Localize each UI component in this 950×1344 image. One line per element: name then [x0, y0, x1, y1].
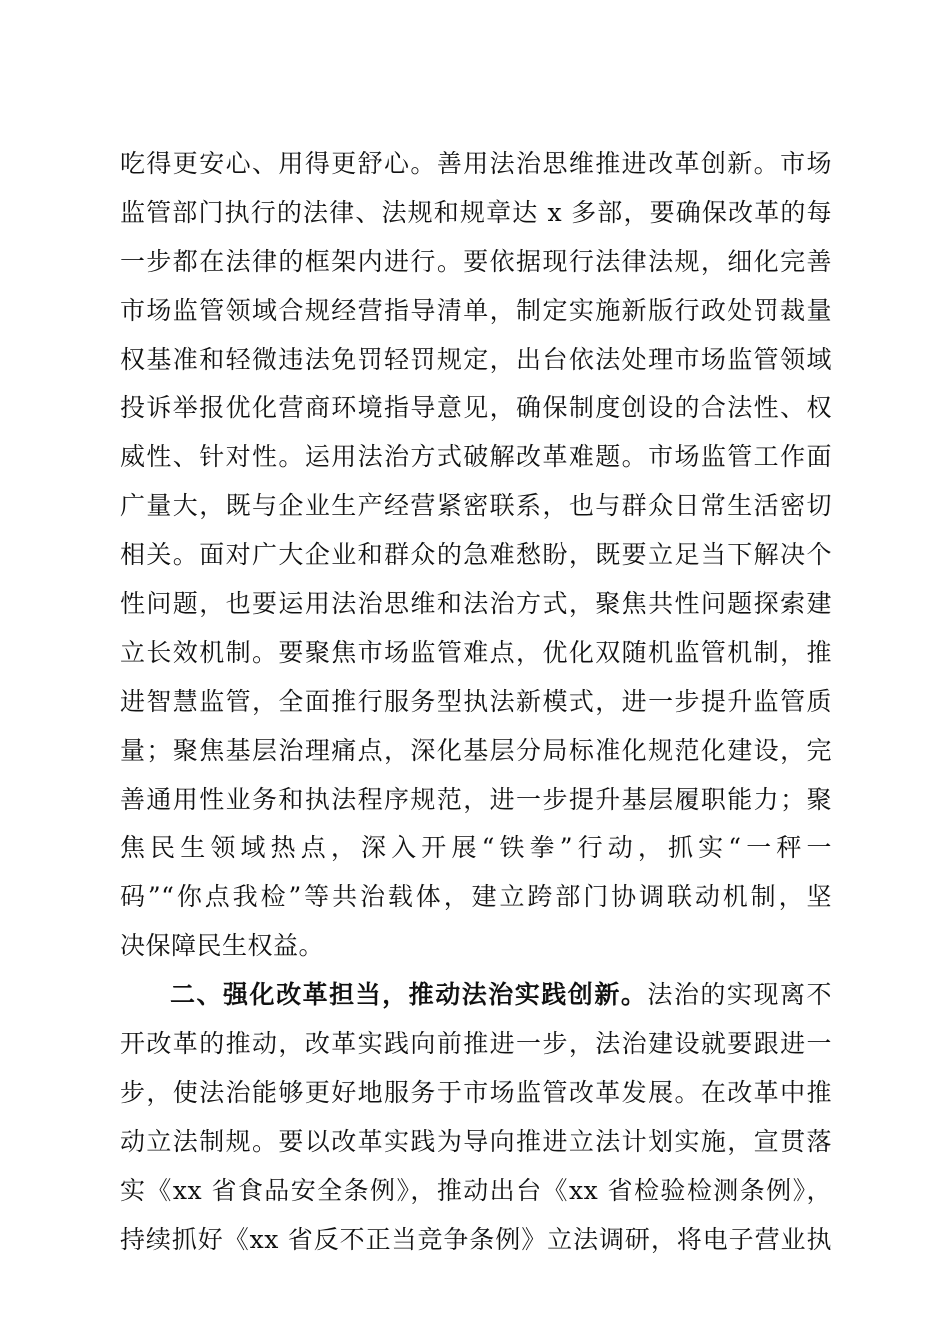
paragraph-line: 性问题，也要运用法治思维和法治方式，聚焦共性问题探索建 [120, 589, 832, 619]
paragraph-line: 动立法制规。要以改革实践为导向推进立法计划实施，宣贯落 [120, 1126, 832, 1156]
body-text [120, 140, 832, 1264]
paragraph-line: 权基准和轻微违法免罚轻罚规定，出台依法处理市场监管领域 [120, 344, 832, 374]
paragraph-text: 法治的实现离不 [647, 980, 832, 1010]
paragraph-line: 决保障民生权益。 [120, 931, 325, 961]
paragraph-line: 焦民生领域热点，深入开展“铁拳”行动，抓实“一秤一 [120, 833, 832, 863]
paragraph-2 [120, 971, 832, 1264]
paragraph-line: 吃得更安心、用得更舒心。善用法治思维推进改革创新。市场 [120, 149, 832, 178]
paragraph-line: 立长效机制。要聚焦市场监管难点，优化双随机监管机制，推 [120, 637, 832, 667]
paragraph-line: 步，使法治能够更好地服务于市场监管改革发展。在改革中推 [120, 1077, 832, 1107]
section-heading: 二、强化改革担当，推动法治实践创新。 [170, 980, 648, 1010]
paragraph-line: 进智慧监管，全面推行服务型执法新模式，进一步提升监管质 [120, 686, 832, 716]
paragraph-line: 相关。面对广大企业和群众的急难愁盼，既要立足当下解决个 [120, 540, 832, 570]
paragraph-line: 码”“你点我检”等共治载体，建立跨部门协调联动机制，坚 [120, 882, 832, 912]
paragraph-line: 量；聚焦基层治理痛点，深化基层分局标准化规范化建设，完 [120, 735, 832, 765]
paragraph-line: 善通用性业务和执法程序规范，进一步提升基层履职能力；聚 [120, 784, 832, 814]
paragraph-line: 一步都在法律的框架内进行。要依据现行法律法规，细化完善 [120, 246, 832, 276]
paragraph-line: 广量大，既与企业生产经营紧密联系，也与群众日常生活密切 [120, 491, 832, 521]
paragraph-1 [120, 140, 832, 971]
paragraph-line: 威性、针对性。运用法治方式破解改革难题。市场监管工作面 [120, 442, 832, 472]
paragraph-line: 持续抓好《xx 省反不正当竞争条例》立法调研，将电子营业执 [120, 1224, 832, 1254]
paragraph-first-line [120, 971, 832, 1020]
paragraph-line: 开改革的推动，改革实践向前推进一步，法治建设就要跟进一 [120, 1029, 832, 1059]
paragraph-line: 实《xx 省食品安全条例》，推动出台《xx 省检验检测条例》， [120, 1175, 832, 1205]
paragraph-line: 监管部门执行的法律、法规和规章达 x 多部，要确保改革的每 [120, 197, 832, 227]
paragraph-line: 市场监管领域合规经营指导清单，制定实施新版行政处罚裁量 [120, 295, 832, 325]
paragraph-line: 投诉举报优化营商环境指导意见，确保制度创设的合法性、权 [120, 393, 832, 423]
